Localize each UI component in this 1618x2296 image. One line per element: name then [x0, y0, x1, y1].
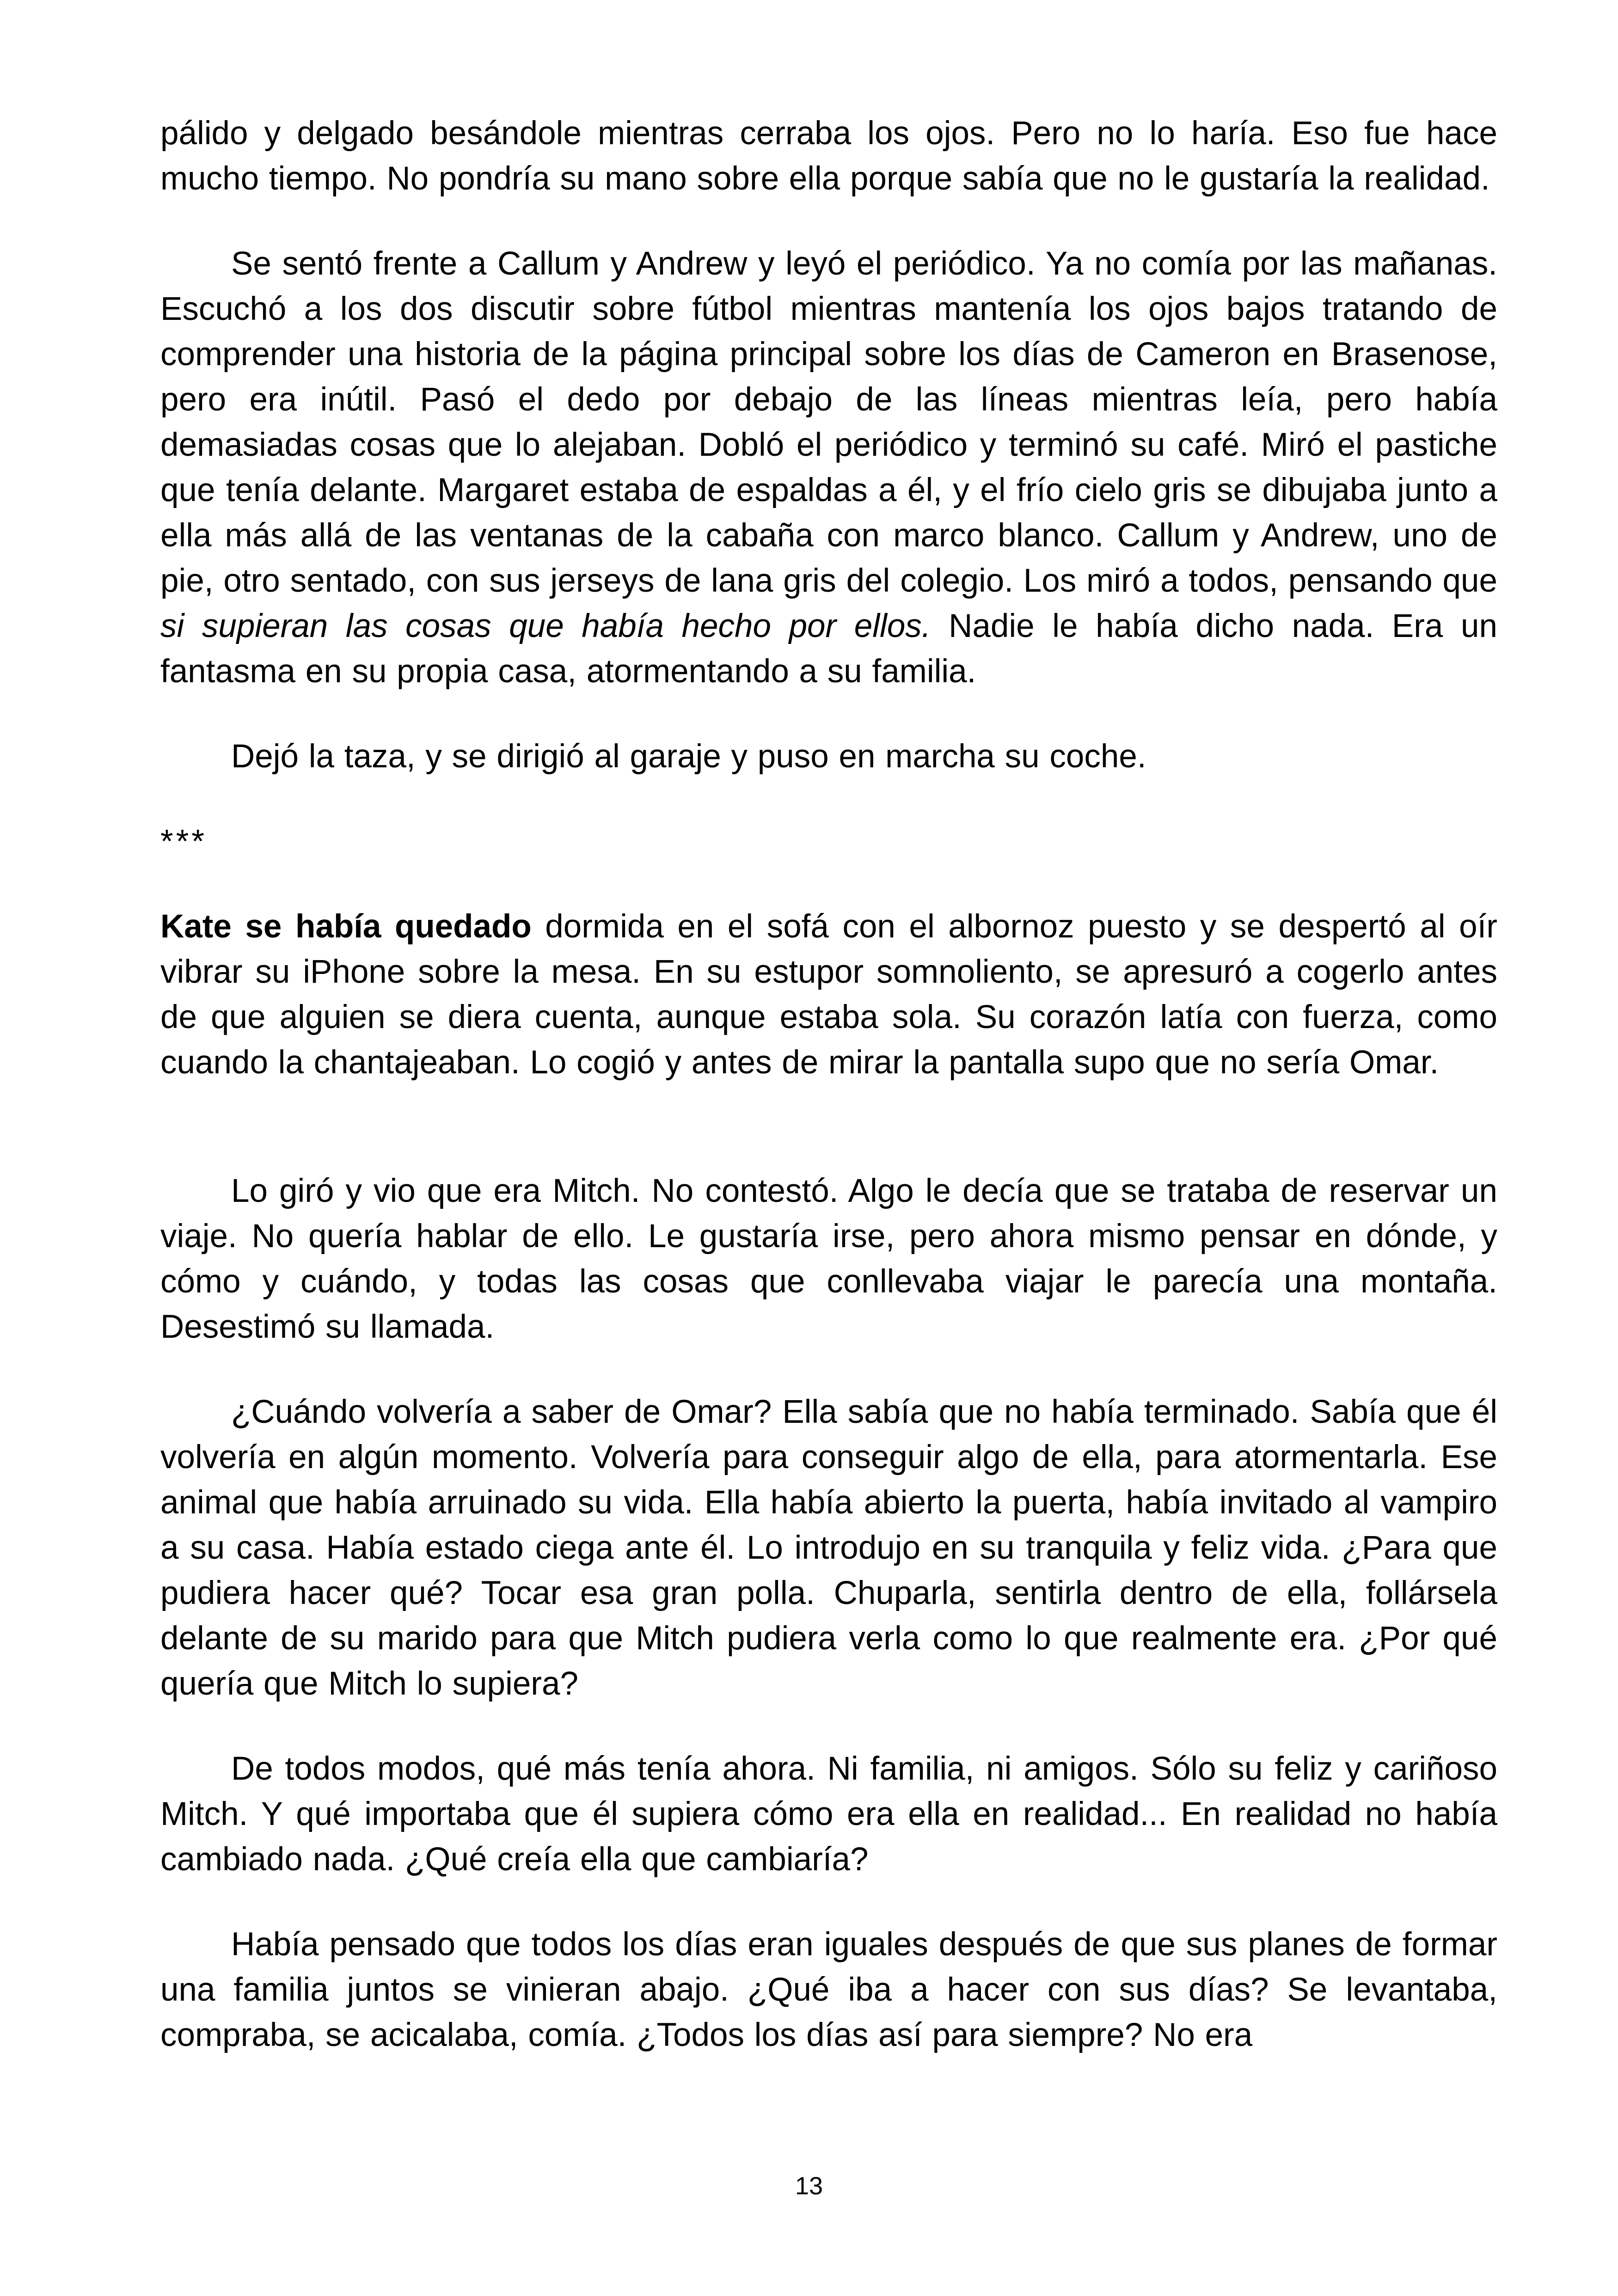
paragraph-2-italic: si supieran las cosas que había hecho por ellos. — [160, 608, 931, 644]
paragraph-2-text: Se sentó frente a Callum y Andrew y leyó el periódico. Ya no comía por las mañanas. Escuchó a los dos discutir sobre fútbol mientras mantenía los ojos bajos tratando de comprender una historia de la página principal sobre los días de Cameron en Brasenose, pero era inútil. Pasó el dedo por debajo de las líneas mientras leía, pero había demasiadas cosas que lo alejaban. Dobló el periódico y terminó su café. Miró el pastiche que tenía delante. Margaret estaba de espaldas a él, y el frío cielo gris se dibujaba junto a ella más allá de las ventanas de la cabaña con marco blanco. Callum y Andrew, uno de pie, otro sentado, con sus jerseys de lana gris del colegio. Los miró a todos, pensando que — [160, 245, 1497, 599]
section-separator: *** — [160, 823, 207, 860]
paragraph-7: De todos modos, qué más tenía ahora. Ni familia, ni amigos. Sólo su feliz y cariñoso Mitch. Y qué importaba que él supiera cómo era ella en realidad... En realidad no había cambiado nada. ¿Qué creía ella que cambiaría? — [160, 1751, 1497, 1878]
paragraph-6: ¿Cuándo volvería a saber de Omar? Ella sabía que no había terminado. Sabía que él volvería en algún momento. Volvería para conseguir algo de ella, para atormentarla. Ese animal que había arruinado su vida. Ella había abierto la puerta, había invitado al vampiro a su casa. Había estado ciega ante él. Lo introdujo en su tranquila y feliz vida. ¿Para que pudiera hacer qué? Tocar esa gran polla. Chuparla, sentirla dentro de ella, follársela delante de su marido para que Mitch pudiera verla como lo que realmente era. ¿Por qué quería que Mitch lo supiera? — [160, 1394, 1497, 1702]
paragraph-2-text-after: Nadie le había dicho nada. Era un fantasma en su propia casa, atormentando a su familia. — [160, 608, 1497, 690]
paragraph-8: Había pensado que todos los días eran iguales después de que sus planes de formar una familia juntos se vinieran abajo. ¿Qué iba a hacer con sus días? Se levantaba, compraba, se acicalaba, comía. ¿Todos los días así para siempre? No era — [160, 1926, 1497, 2053]
section-two-lead-bold: Kate se había quedado — [160, 908, 532, 945]
page-body — [160, 111, 1497, 2058]
paragraph-3: Dejó la taza, y se dirigió al garaje y puso en marcha su coche. — [231, 738, 1146, 775]
page-number: 13 — [795, 2172, 823, 2200]
paragraph-1: pálido y delgado besándole mientras cerraba los ojos. Pero no lo haría. Eso fue hace mucho tiempo. No pondría su mano sobre ella porque sabía que no le gustaría la realidad. — [160, 115, 1497, 197]
section-two-opening — [160, 904, 1497, 1085]
paragraph-2 — [160, 241, 1497, 694]
section-two-opening-text: dormida en el sofá con el albornoz puesto y se despertó al oír vibrar su iPhone sobre la mesa. En su estupor somnoliento, se apresuró a cogerlo antes de que alguien se diera cuenta, aunque estaba sola. Su corazón latía con fuerza, como cuando la chantajeaban. Lo cogió y antes de mirar la pantalla supo que no sería Omar. — [160, 908, 1497, 1081]
paragraph-5: Lo giró y vio que era Mitch. No contestó. Algo le decía que se trataba de reservar un viaje. No quería hablar de ello. Le gustaría irse, pero ahora mismo pensar en dónde, y cómo y cuándo, y todas las cosas que conllevaba viajar le parecía una montaña. Desestimó su llamada. — [160, 1173, 1497, 1345]
